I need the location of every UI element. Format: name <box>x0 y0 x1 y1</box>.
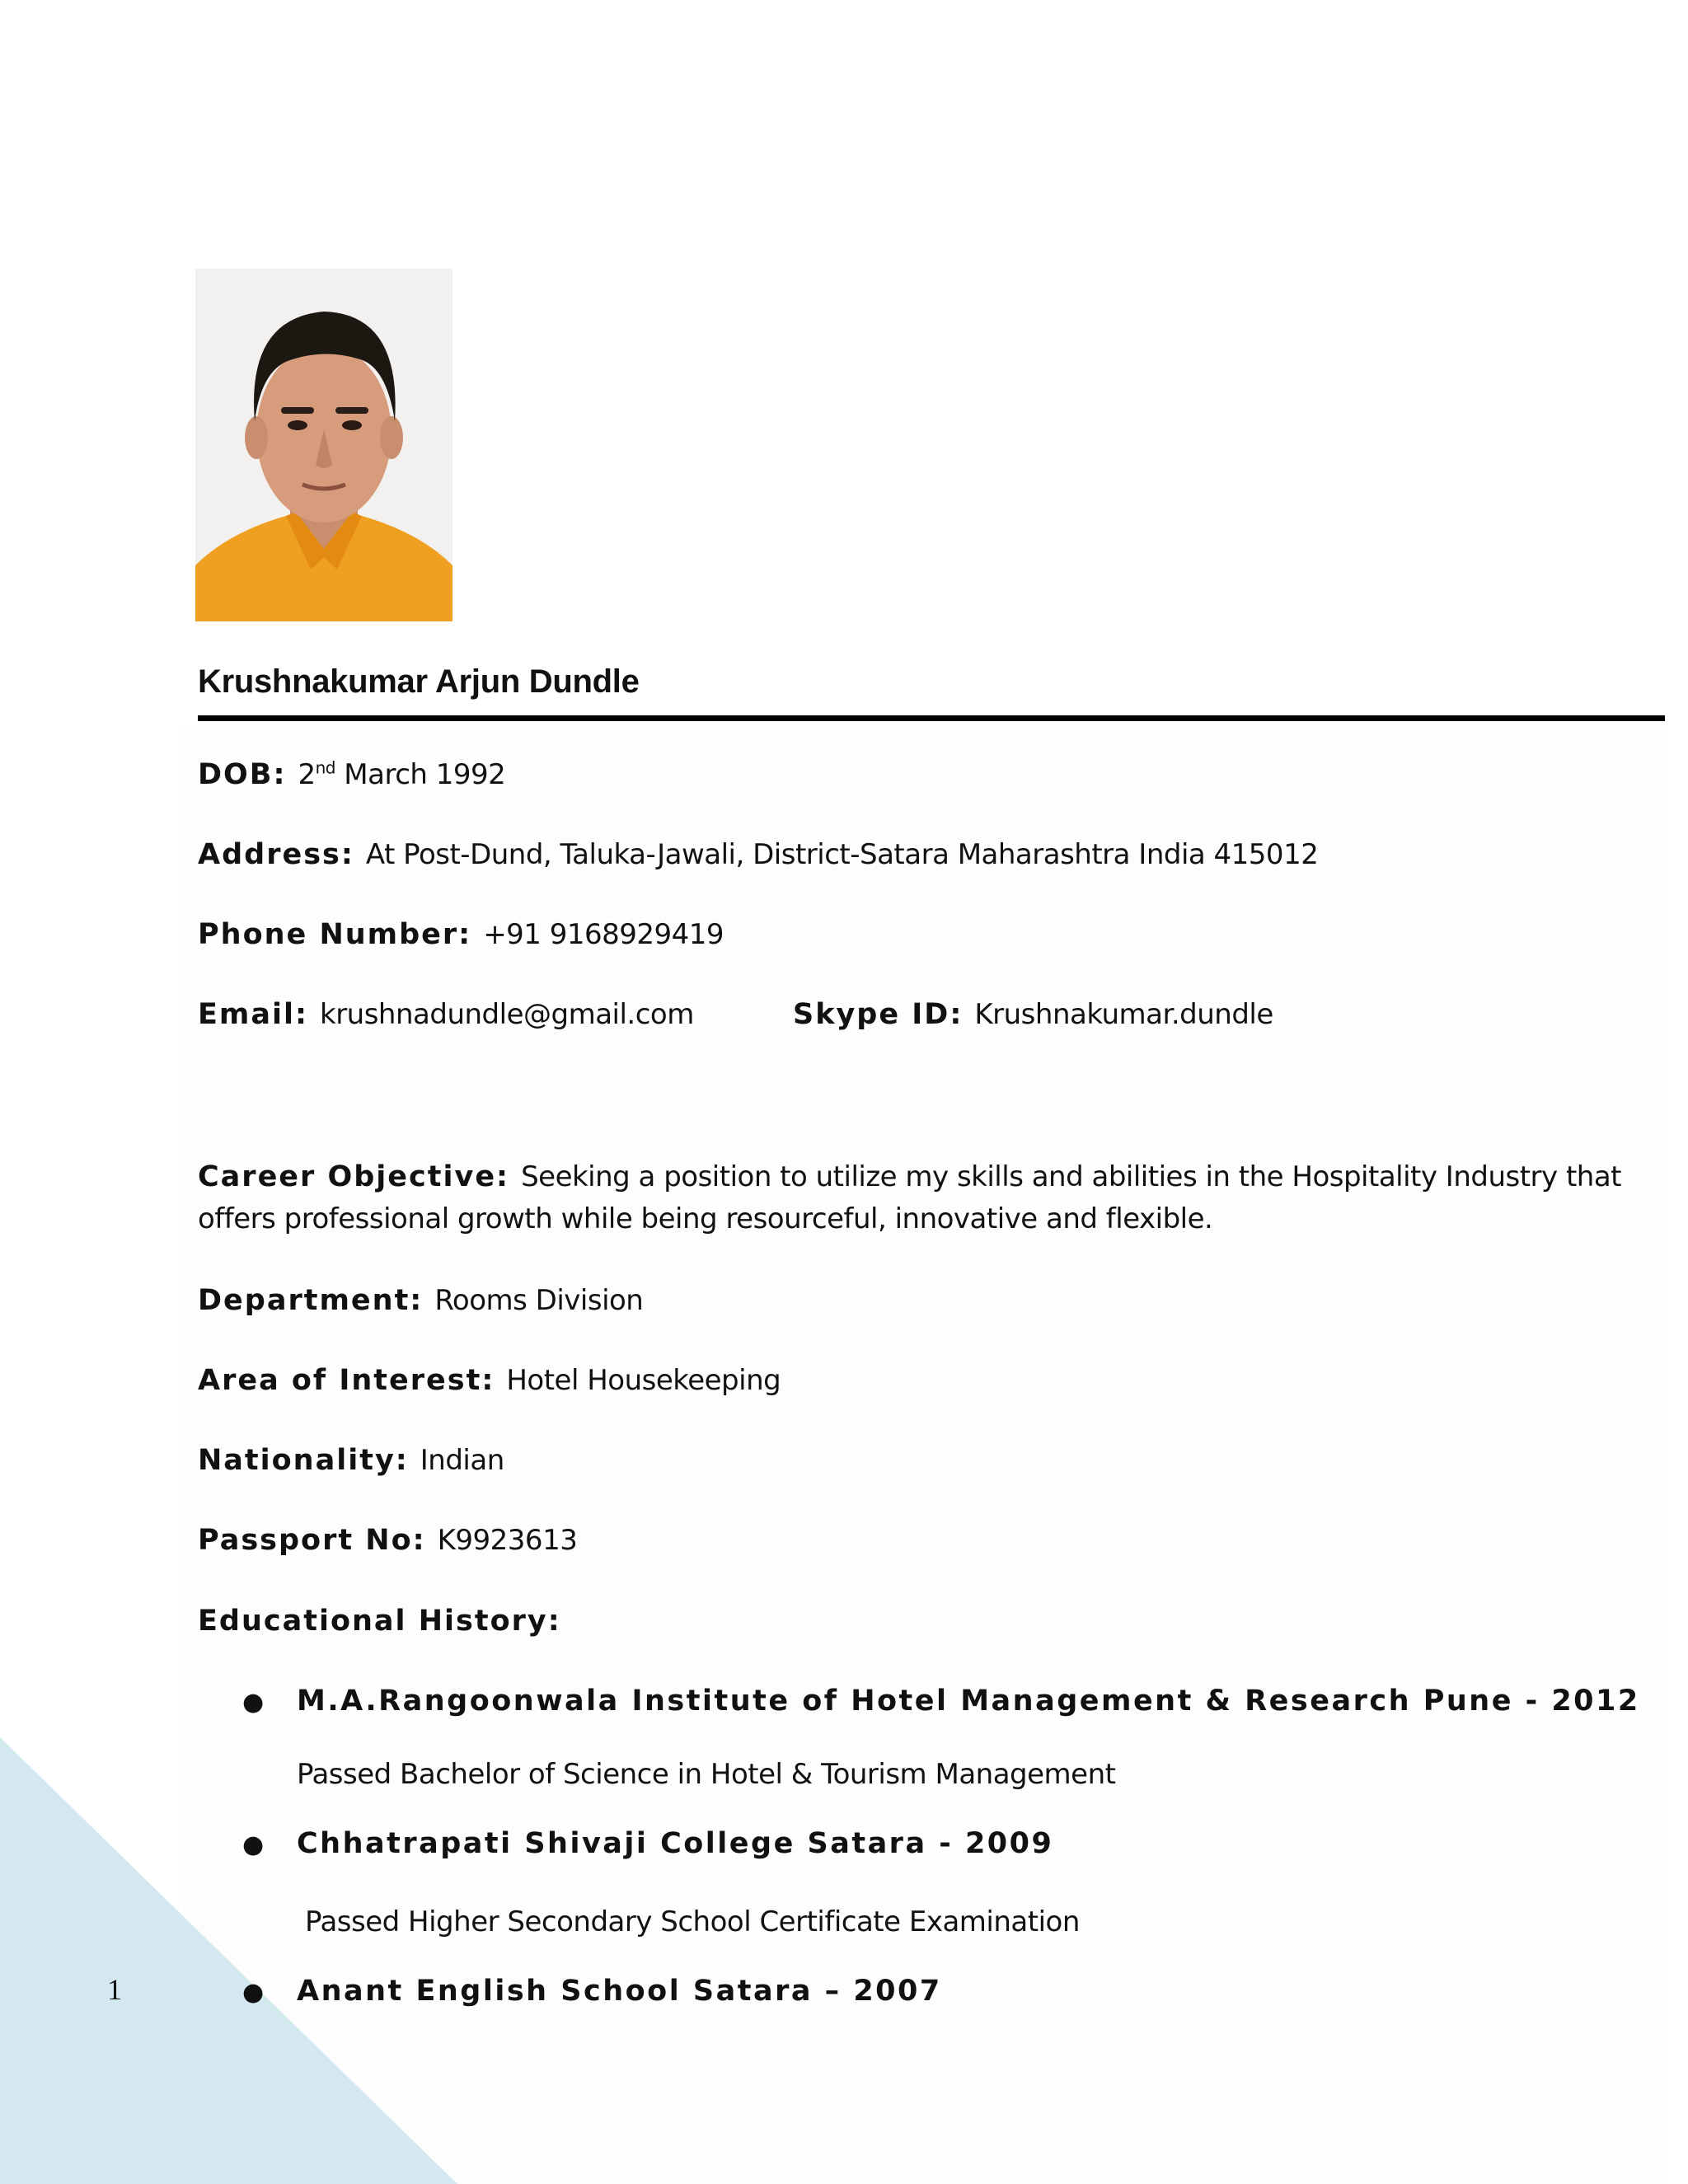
education-item <box>242 1827 1053 1860</box>
skype-label: Skype ID: <box>793 998 964 1031</box>
education-detail: Passed Bachelor of Science in Hotel & Tourism Management <box>297 1758 1116 1791</box>
page-number: 1 <box>107 1973 122 2006</box>
education-heading-label: Educational History: <box>198 1605 561 1638</box>
education-institution: Anant English School Satara – 2007 <box>297 1975 942 2008</box>
education-institution: Chhatrapati Shivaji College Satara - 2009 <box>297 1827 1054 1860</box>
department-value: Rooms Division <box>434 1284 644 1317</box>
education-item <box>242 1975 942 2008</box>
nationality-field <box>198 1442 504 1480</box>
education-item <box>242 1685 1640 1718</box>
department-field <box>198 1282 643 1320</box>
bullet-icon: ● <box>242 1687 266 1717</box>
skype-value: Krushnakumar.dundle <box>974 998 1273 1031</box>
dob-day: 2 <box>298 758 316 791</box>
email-label: Email: <box>198 998 308 1031</box>
area-of-interest-value: Hotel Housekeeping <box>506 1364 781 1397</box>
name-divider <box>198 715 1665 721</box>
phone-field <box>198 916 724 954</box>
address-label: Address: <box>198 838 354 871</box>
address-value: At Post-Dund, Taluka-Jawali, District-Satara Maharashtra India 415012 <box>365 838 1319 871</box>
address-field <box>198 837 1318 874</box>
dob-field <box>198 757 505 794</box>
passport-value: K9923613 <box>437 1524 578 1557</box>
education-institution: M.A.Rangoonwala Institute of Hotel Management & Research Pune - 2012 <box>297 1685 1640 1718</box>
area-of-interest-field <box>198 1362 781 1400</box>
bullet-icon: ● <box>242 1977 266 2007</box>
education-detail: Passed Higher Secondary School Certificate Examination <box>305 1905 1080 1938</box>
dob-day-suffix: nd <box>315 757 335 778</box>
email-value: krushnadundle@gmail.com <box>320 998 694 1031</box>
skype-field <box>793 996 1273 1034</box>
education-heading <box>198 1603 573 1641</box>
nationality-value: Indian <box>420 1444 504 1477</box>
dob-value <box>298 758 505 791</box>
email-field <box>198 996 694 1034</box>
bullet-icon: ● <box>242 1830 266 1859</box>
dob-label: DOB: <box>198 758 287 791</box>
passport-field <box>198 1522 577 1560</box>
area-of-interest-label: Area of Interest: <box>198 1364 495 1397</box>
passport-label: Passport No: <box>198 1524 426 1557</box>
phone-value: +91 9168929419 <box>483 918 724 951</box>
applicant-name: Krushnakumar Arjun Dundle <box>198 663 640 700</box>
profile-photo <box>195 269 452 621</box>
department-label: Department: <box>198 1284 424 1317</box>
dob-month-year: March 1992 <box>335 758 506 791</box>
career-objective-label: Career Objective: <box>198 1160 510 1193</box>
career-objective <box>198 1156 1632 1240</box>
nationality-label: Nationality: <box>198 1444 409 1477</box>
career-objective-value: Seeking a position to utilize my skills and abilities in the Hospitality Industry that offers professional growth while being resourceful, innovative and flexible. <box>198 1160 1622 1235</box>
phone-label: Phone Number: <box>198 918 472 951</box>
